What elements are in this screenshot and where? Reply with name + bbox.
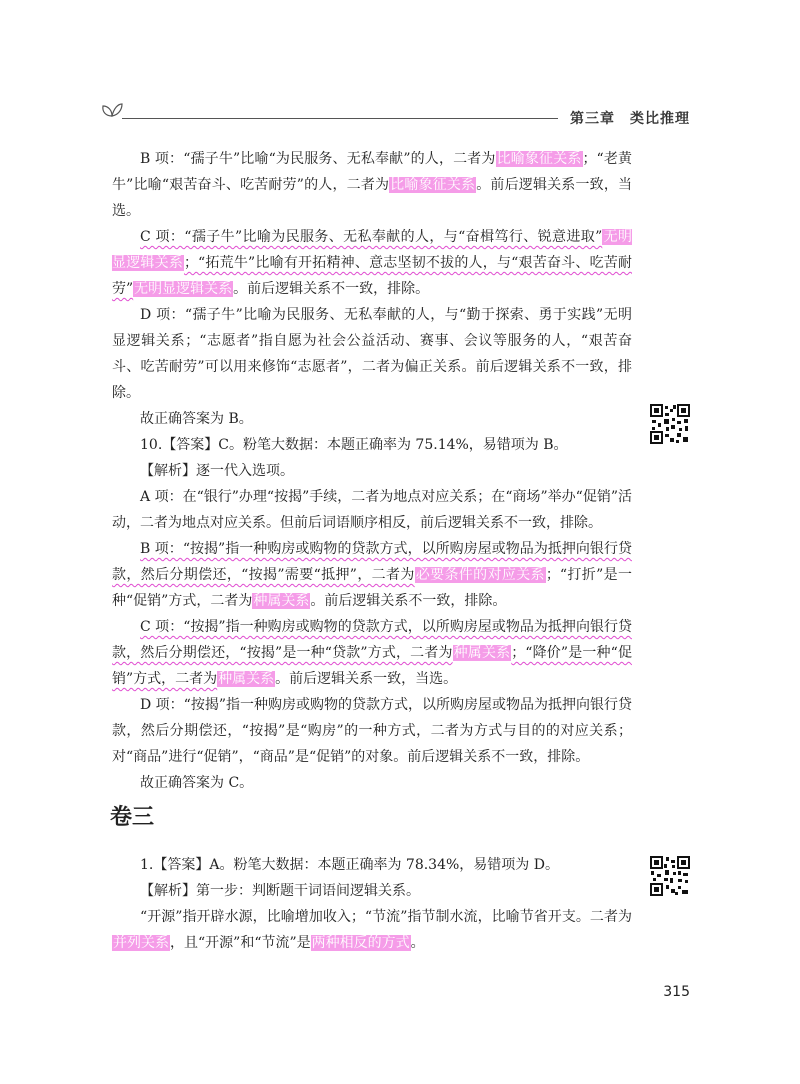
q10-option-c [112, 614, 632, 692]
text: B 项：“按揭”指一种购房或购物的贷款方式，以所购房屋或物品为抵押向银行贷款，然后分期偿还，“按揭”需要“抵押”，二者为 [112, 541, 632, 583]
q9-option-b [112, 146, 632, 224]
text: ；“老黄牛”比喻“艰苦奋斗、吃苦耐劳”的人，二者为 [112, 151, 632, 193]
q10-option-b [112, 536, 632, 614]
leaf-icon [100, 98, 124, 120]
q9-option-d: D 项：“孺子牛”比喻为民服务、无私奉献的人，与“勤于探索、勇于实践”无明显逻辑关系；“志愿者”指自愿为社会公益活动、赛事、会议等服务的人，“艰苦奋斗、吃苦耐劳”可以用来修饰“志愿者”，二者为偏正关系。前后逻辑关系不一致，排除。 [112, 307, 632, 401]
section-title: 卷三 [110, 805, 155, 830]
q1-analysis: 【解析】第一步：判断题干词语间逻辑关系。 [140, 883, 420, 899]
highlight: 两种相反的方式 [311, 935, 410, 951]
highlight: 种属关系 [218, 671, 275, 687]
text: “开源”指开辟水源，比喻增加收入；“节流”指节制水流，比喻节省开支。二者为 [140, 909, 632, 925]
chapter-title: 第三章 类比推理 [570, 111, 690, 127]
text: ，且“开源”和“节流”是 [170, 935, 311, 951]
q10-option-d: D 项：“按揭”指一种购房或购物的贷款方式，以所购房屋或物品为抵押向银行贷款，然后分期偿还，“按揭”是“购房”的一种方式，二者为方式与目的的对应关系；对“商品”进行“促销”，“商品”是“促销”的对象。前后逻辑关系不一致，排除。 [112, 697, 632, 765]
highlight: 并列关系 [113, 935, 169, 951]
text: 。前后逻辑关系不一致，排除。 [233, 281, 430, 297]
q1-answer: 1.【答案】A。粉笔大数据：本题正确率为 78.34%，易错项为 D。 [140, 857, 559, 873]
highlight: 必要条件的对应关系 [415, 567, 545, 583]
q10-answer: 10.【答案】C。粉笔大数据：本题正确率为 75.14%，易错项为 B。 [140, 437, 568, 453]
highlight: 无明显逻辑关系 [112, 229, 633, 271]
qr-code-icon[interactable] [650, 856, 690, 896]
text: ；“降价”是一种“促销”方式，二者为 [112, 645, 632, 687]
text: 。前后逻辑关系不一致，排除。 [310, 593, 507, 609]
text: ；“打折”是一种“促销”方式，二者为 [112, 567, 632, 609]
q10-conclusion: 故正确答案为 C。 [140, 775, 254, 791]
text: 。 [410, 935, 425, 951]
text: 。前后逻辑关系一致，当选。 [275, 671, 458, 687]
qr-code-icon[interactable] [650, 404, 690, 444]
q10-option-a: A 项：在“银行”办理“按揭”手续，二者为地点对应关系；在“商场”举办“促销”活动，二者为地点对应关系。但前后词语顺序相反，前后逻辑关系不一致，排除。 [112, 489, 632, 531]
text: C 项：“按揭”指一种购房或购物的贷款方式，以所购房屋或物品为抵押向银行贷款，然后分期偿还，“按揭”是一种“贷款”方式，二者为 [112, 619, 632, 661]
highlight: 比喻象征关系 [496, 151, 582, 167]
text: C 项：“孺子牛”比喻为民服务、无私奉献的人，与“奋楫笃行、锐意进取” [140, 229, 603, 245]
q1-text [112, 904, 632, 956]
text: B 项：“孺子牛”比喻“为民服务、无私奉献”的人，二者为 [140, 151, 496, 167]
text: 。前后逻辑关系一致，当选。 [112, 177, 632, 219]
header-rule [122, 118, 558, 119]
highlight: 比喻象征关系 [390, 177, 476, 193]
q10-analysis: 【解析】逐一代入选项。 [140, 463, 294, 479]
highlight: 无明显逻辑关系 [134, 281, 233, 297]
highlight: 种属关系 [253, 593, 310, 609]
page-header [100, 96, 690, 126]
main-content [112, 146, 632, 796]
q9-option-c [112, 224, 632, 302]
highlight: 种属关系 [453, 645, 511, 661]
q9-conclusion: 故正确答案为 B。 [140, 411, 253, 427]
section-content [112, 852, 632, 956]
text: ；“拓荒牛”比喻有开拓精神、意志坚韧不拔的人，与“艰苦奋斗、吃苦耐劳” [112, 255, 632, 297]
page-number: 315 [663, 984, 690, 1000]
